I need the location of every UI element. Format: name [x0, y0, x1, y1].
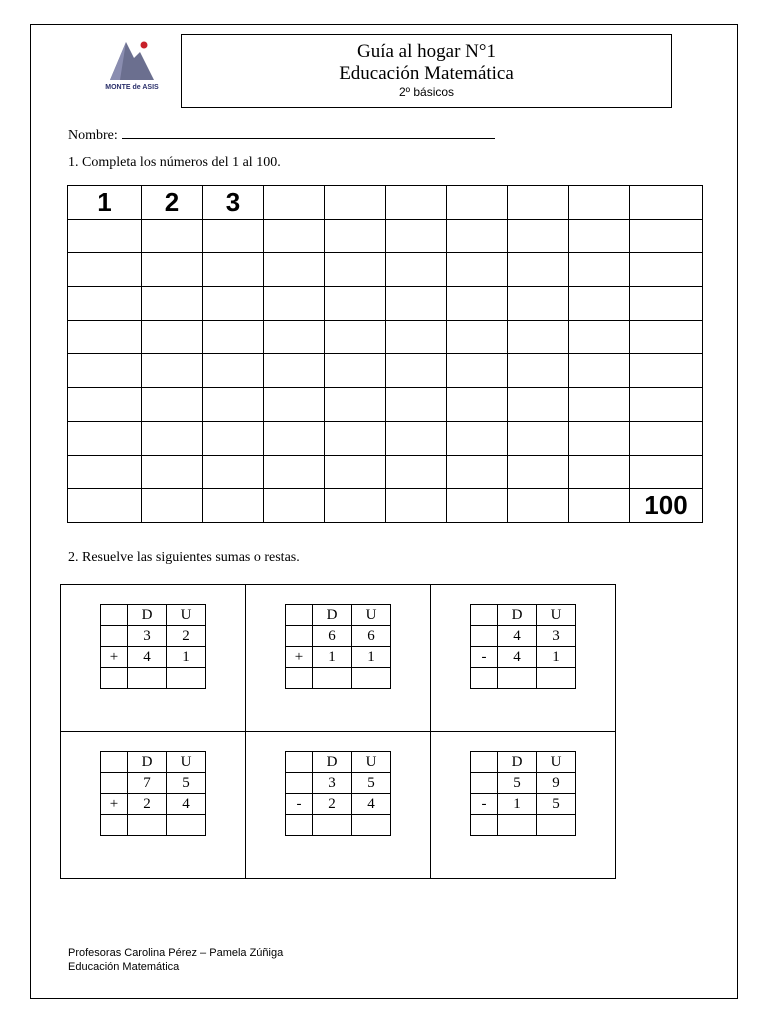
exercises-frame	[60, 584, 616, 879]
grid-cell[interactable]	[508, 186, 569, 220]
exercise-header-cell: D	[128, 605, 167, 626]
grid-cell[interactable]	[508, 421, 569, 455]
grid-cell[interactable]	[203, 320, 264, 354]
exercise-digit-cell	[101, 626, 128, 647]
grid-cell[interactable]	[264, 489, 325, 523]
exercise-header-cell	[471, 605, 498, 626]
grid-cell[interactable]	[325, 388, 386, 422]
grid-cell[interactable]	[142, 388, 203, 422]
exercise-digit-cell: 1	[167, 647, 206, 668]
grid-row	[68, 421, 703, 455]
grid-cell[interactable]	[386, 320, 447, 354]
grid-cell[interactable]	[447, 388, 508, 422]
grid-cell[interactable]	[203, 219, 264, 253]
grid-cell[interactable]	[447, 253, 508, 287]
hundred-grid	[67, 185, 703, 523]
exercise-header-cell: U	[537, 752, 576, 773]
grid-cell[interactable]	[142, 455, 203, 489]
grid-cell[interactable]	[142, 287, 203, 321]
grid-cell[interactable]	[508, 489, 569, 523]
grid-cell[interactable]	[68, 489, 142, 523]
grid-cell[interactable]	[264, 354, 325, 388]
grid-cell[interactable]	[68, 253, 142, 287]
exercise-header-cell: D	[498, 605, 537, 626]
answer-cell[interactable]	[352, 815, 391, 836]
grid-cell[interactable]	[203, 388, 264, 422]
grid-cell[interactable]	[386, 388, 447, 422]
exercise-table	[470, 751, 576, 836]
question-2: 2. Resuelve las siguientes sumas o restas.	[68, 550, 300, 565]
subject-title: Educación Matemática	[339, 63, 514, 84]
answer-cell[interactable]	[128, 668, 167, 689]
exercise-digit-cell: 5	[537, 794, 576, 815]
grid-cell[interactable]	[325, 253, 386, 287]
name-input-line[interactable]	[122, 126, 495, 139]
school-logo	[104, 38, 160, 94]
grid-cell[interactable]	[447, 186, 508, 220]
grid-cell[interactable]	[68, 354, 142, 388]
answer-cell[interactable]	[537, 668, 576, 689]
exercise-digit-cell: 5	[352, 773, 391, 794]
exercise-header-cell	[286, 752, 313, 773]
grid-cell[interactable]	[264, 421, 325, 455]
grid-cell[interactable]	[142, 320, 203, 354]
grid-cell[interactable]	[630, 219, 703, 253]
answer-cell[interactable]	[286, 668, 313, 689]
exercise-digit-cell: 5	[167, 773, 206, 794]
exercise-digit-cell: 4	[352, 794, 391, 815]
grid-row	[68, 287, 703, 321]
grid-cell[interactable]	[142, 253, 203, 287]
grid-cell[interactable]	[68, 287, 142, 321]
exercise-header-cell: U	[352, 752, 391, 773]
grid-row	[68, 320, 703, 354]
exercise-digit-cell: 9	[537, 773, 576, 794]
grid-cell[interactable]	[447, 219, 508, 253]
exercise-header-cell	[286, 605, 313, 626]
footer	[68, 946, 283, 974]
grid-cell[interactable]	[569, 219, 630, 253]
header-box	[181, 34, 672, 108]
grid-cell[interactable]	[203, 354, 264, 388]
logo-text: MONTE de ASIS	[105, 84, 159, 91]
exercise-cell	[61, 585, 246, 732]
grid-row	[68, 253, 703, 287]
exercise-header-cell	[101, 752, 128, 773]
grid-cell[interactable]	[325, 287, 386, 321]
grid-cell[interactable]: 100	[630, 489, 703, 523]
grid-row	[68, 455, 703, 489]
answer-cell[interactable]	[167, 668, 206, 689]
grid-cell[interactable]	[508, 320, 569, 354]
operator-cell: +	[286, 647, 313, 668]
exercise-cell	[431, 732, 616, 879]
exercise-digit-cell: 4	[498, 626, 537, 647]
answer-cell[interactable]	[471, 815, 498, 836]
exercise-table	[285, 604, 391, 689]
grid-cell[interactable]	[386, 455, 447, 489]
exercise-digit-cell: 2	[313, 794, 352, 815]
grid-cell[interactable]	[203, 421, 264, 455]
exercise-header-cell: D	[128, 752, 167, 773]
exercise-header-cell: D	[498, 752, 537, 773]
grid-cell[interactable]	[68, 421, 142, 455]
exercise-digit-cell: 3	[537, 626, 576, 647]
grid-cell[interactable]	[325, 320, 386, 354]
exercise-digit-cell: 4	[498, 647, 537, 668]
exercise-cell	[246, 585, 431, 732]
exercise-digit-cell: 6	[352, 626, 391, 647]
operator-cell: -	[286, 794, 313, 815]
exercise-header-cell: U	[352, 605, 391, 626]
grid-cell[interactable]	[264, 388, 325, 422]
exercise-header-cell: D	[313, 605, 352, 626]
grid-cell[interactable]	[68, 455, 142, 489]
grid-cell[interactable]	[68, 219, 142, 253]
grid-cell[interactable]	[508, 287, 569, 321]
grid-cell[interactable]	[264, 455, 325, 489]
answer-cell[interactable]	[313, 815, 352, 836]
grid-cell[interactable]	[569, 320, 630, 354]
answer-cell[interactable]	[498, 815, 537, 836]
grid-cell[interactable]	[569, 253, 630, 287]
grid-cell[interactable]	[508, 219, 569, 253]
grid-cell[interactable]	[386, 354, 447, 388]
grid-cell[interactable]	[203, 489, 264, 523]
grid-cell[interactable]	[142, 219, 203, 253]
grid-cell[interactable]	[630, 354, 703, 388]
answer-cell[interactable]	[471, 668, 498, 689]
grid-cell[interactable]	[447, 320, 508, 354]
grid-cell[interactable]	[569, 287, 630, 321]
grid-cell[interactable]	[386, 219, 447, 253]
grid-cell[interactable]	[569, 421, 630, 455]
grid-cell[interactable]	[142, 421, 203, 455]
grid-cell[interactable]	[508, 388, 569, 422]
grid-cell[interactable]	[386, 253, 447, 287]
name-label: Nombre:	[68, 128, 118, 143]
exercise-digit-cell: 5	[498, 773, 537, 794]
grid-cell[interactable]	[264, 186, 325, 220]
exercise-digit-cell: 4	[128, 647, 167, 668]
grid-cell[interactable]	[264, 320, 325, 354]
operator-cell: -	[471, 647, 498, 668]
grid-cell[interactable]	[447, 287, 508, 321]
exercise-digit-cell	[286, 773, 313, 794]
grid-cell[interactable]	[630, 253, 703, 287]
grid-cell[interactable]	[203, 253, 264, 287]
exercise-digit-cell: 3	[313, 773, 352, 794]
exercise-digit-cell: 2	[128, 794, 167, 815]
exercise-digit-cell: 1	[498, 794, 537, 815]
exercise-table	[100, 604, 206, 689]
grid-cell[interactable]	[386, 186, 447, 220]
grid-cell[interactable]	[630, 388, 703, 422]
grid-cell[interactable]	[508, 354, 569, 388]
grid-cell[interactable]	[68, 320, 142, 354]
answer-cell[interactable]	[498, 668, 537, 689]
footer-teachers: Profesoras Carolina Pérez – Pamela Zúñiga	[68, 947, 284, 959]
exercise-table	[285, 751, 391, 836]
exercise-digit-cell	[471, 626, 498, 647]
exercise-table	[100, 751, 206, 836]
grid-row	[68, 186, 703, 220]
exercise-table	[470, 604, 576, 689]
operator-cell: -	[471, 794, 498, 815]
grid-cell[interactable]: 1	[68, 186, 142, 220]
grid-cell[interactable]	[203, 287, 264, 321]
answer-cell[interactable]	[537, 815, 576, 836]
grid-cell[interactable]: 3	[203, 186, 264, 220]
grid-cell[interactable]	[447, 354, 508, 388]
grid-cell[interactable]	[325, 455, 386, 489]
exercise-digit-cell: 3	[128, 626, 167, 647]
grid-cell[interactable]	[142, 354, 203, 388]
grid-cell[interactable]	[325, 489, 386, 523]
exercise-header-cell: D	[313, 752, 352, 773]
answer-cell[interactable]	[101, 815, 128, 836]
exercise-header-cell: U	[167, 752, 206, 773]
grid-cell[interactable]	[630, 455, 703, 489]
grid-cell[interactable]	[569, 489, 630, 523]
exercise-header-cell	[471, 752, 498, 773]
exercise-cell	[431, 585, 616, 732]
exercise-cell	[61, 732, 246, 879]
answer-cell[interactable]	[313, 668, 352, 689]
grid-row	[68, 388, 703, 422]
grid-cell[interactable]	[447, 489, 508, 523]
grid-cell[interactable]	[325, 186, 386, 220]
grid-cell[interactable]	[325, 219, 386, 253]
exercise-header-cell: U	[167, 605, 206, 626]
grid-cell[interactable]	[142, 489, 203, 523]
exercise-digit-cell: 4	[167, 794, 206, 815]
exercise-digit-cell: 6	[313, 626, 352, 647]
grid-row	[68, 219, 703, 253]
answer-cell[interactable]	[128, 815, 167, 836]
grid-cell[interactable]	[386, 489, 447, 523]
exercise-header-cell: U	[537, 605, 576, 626]
grid-cell[interactable]	[569, 186, 630, 220]
grid-cell[interactable]	[630, 421, 703, 455]
grid-row	[68, 354, 703, 388]
operator-cell: +	[101, 794, 128, 815]
footer-subject: Educación Matemática	[68, 961, 180, 973]
grid-cell[interactable]	[68, 388, 142, 422]
exercise-digit-cell: 1	[537, 647, 576, 668]
exercise-digit-cell: 1	[352, 647, 391, 668]
grid-cell[interactable]	[386, 421, 447, 455]
grid-cell[interactable]	[203, 455, 264, 489]
grid-cell[interactable]	[264, 287, 325, 321]
exercise-digit-cell	[286, 626, 313, 647]
name-row	[68, 126, 495, 144]
question-1: 1. Completa los números del 1 al 100.	[68, 155, 281, 170]
logo-dot	[141, 42, 148, 49]
answer-cell[interactable]	[101, 668, 128, 689]
guide-title: Guía al hogar N°1	[357, 41, 496, 62]
grid-cell[interactable]	[569, 455, 630, 489]
exercise-digit-cell: 7	[128, 773, 167, 794]
grid-cell[interactable]	[508, 455, 569, 489]
grid-cell[interactable]	[569, 388, 630, 422]
grid-cell[interactable]	[264, 219, 325, 253]
operator-cell: +	[101, 647, 128, 668]
grid-row	[68, 489, 703, 523]
answer-cell[interactable]	[167, 815, 206, 836]
grid-cell[interactable]: 2	[142, 186, 203, 220]
grid-cell[interactable]	[630, 320, 703, 354]
exercise-digit-cell: 2	[167, 626, 206, 647]
grade-label: 2º básicos	[398, 85, 455, 99]
answer-cell[interactable]	[286, 815, 313, 836]
grid-cell[interactable]	[508, 253, 569, 287]
grid-cell[interactable]	[630, 287, 703, 321]
exercise-cell	[246, 732, 431, 879]
grid-cell[interactable]	[630, 186, 703, 220]
answer-cell[interactable]	[352, 668, 391, 689]
grid-cell[interactable]	[325, 354, 386, 388]
exercise-header-cell	[101, 605, 128, 626]
exercise-digit-cell	[101, 773, 128, 794]
exercise-digit-cell	[471, 773, 498, 794]
grid-cell[interactable]	[447, 455, 508, 489]
exercise-digit-cell: 1	[313, 647, 352, 668]
grid-cell[interactable]	[447, 421, 508, 455]
grid-cell[interactable]	[264, 253, 325, 287]
grid-cell[interactable]	[386, 287, 447, 321]
grid-cell[interactable]	[569, 354, 630, 388]
grid-cell[interactable]	[325, 421, 386, 455]
